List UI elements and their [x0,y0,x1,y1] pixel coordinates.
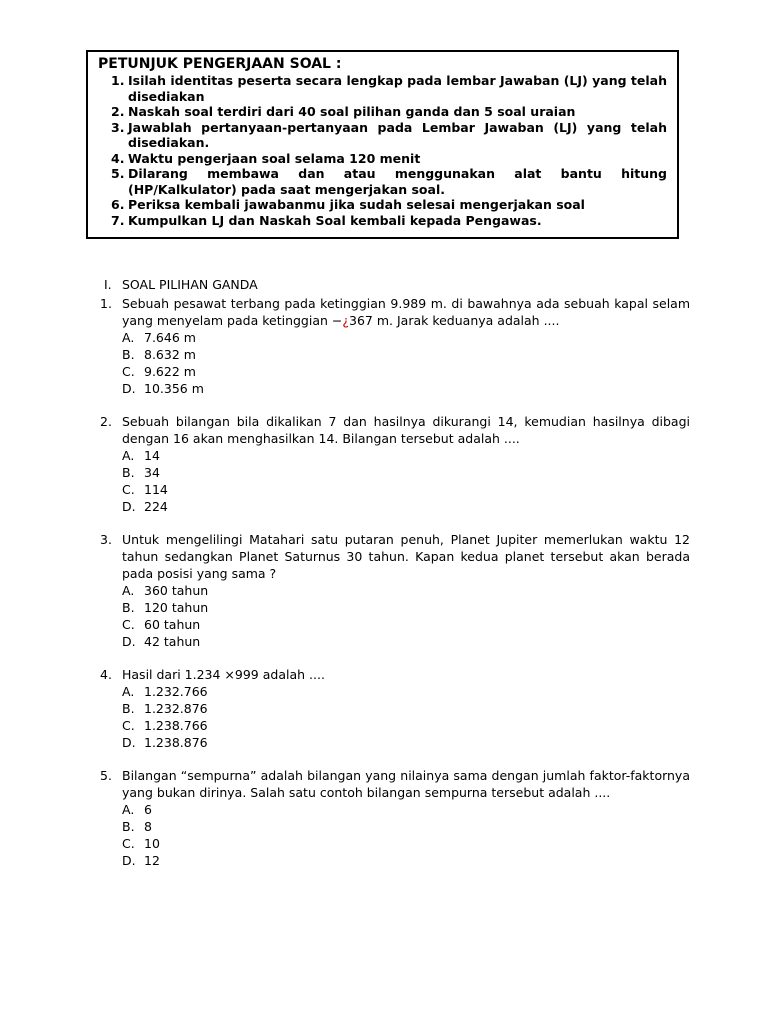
instruction-item [98,166,667,197]
options-list [122,329,690,397]
instruction-text: Periksa kembali jawabanmu jika sudah selesai mengerjakan soal [128,197,585,212]
option-d[interactable] [122,380,690,397]
option-letter: B. [122,465,135,480]
option-letter: D. [122,499,136,514]
question-text: Untuk mengelilingi Matahari satu putaran penuh, Planet Jupiter memerlukan waktu 12 tahun sedangkan Planet Saturnus 30 tahun. Kapan kedua planet tersebut akan berada pada posisi yang sama ? [122,532,690,581]
option-b[interactable] [122,700,690,717]
instruction-item [98,213,667,229]
instruction-item [98,120,667,151]
option-text: 10 [144,836,160,851]
instruction-item [98,151,667,167]
instruction-text: Waktu pengerjaan soal selama 120 menit [128,150,421,166]
question-number: 4. [100,667,112,682]
instruction-item [98,104,667,120]
option-b[interactable] [122,346,690,363]
option-text: 1.232.766 [144,684,208,699]
option-text: 224 [144,499,168,514]
option-b[interactable] [122,464,690,481]
option-letter: A. [122,330,135,345]
instruction-number: 2. [111,104,125,119]
option-text: 1.238.766 [144,718,208,733]
option-letter: C. [122,482,135,497]
instruction-number: 5. [111,166,125,181]
question-text: Bilangan “sempurna” adalah bilangan yang nilainya sama dengan jumlah faktor-faktornya yang bukan dirinya. Salah satu contoh bilangan sempurna tersebut adalah .... [122,768,690,800]
options-list [122,683,690,751]
option-letter: B. [122,701,135,716]
option-text: 14 [144,448,160,463]
option-letter: C. [122,718,135,733]
options-list [122,582,690,650]
option-d[interactable] [122,852,690,869]
option-a[interactable] [122,447,690,464]
option-c[interactable] [122,363,690,380]
option-letter: D. [122,853,136,868]
option-d[interactable] [122,633,690,650]
instruction-text: Dilarang membawa dan atau menggunakan alat bantu hitung (HP/Kalkulator) pada saat mengerjakan soal. [128,166,667,197]
option-letter: D. [122,381,136,396]
instruction-number: 1. [111,73,125,88]
question-number: 1. [100,296,112,311]
instruction-number: 4. [111,150,125,166]
option-letter: B. [122,347,135,362]
option-text: 6 [144,802,152,817]
option-text: 42 tahun [144,634,201,649]
option-c[interactable] [122,616,690,633]
question-1 [100,295,690,397]
instruction-text: Naskah soal terdiri dari 40 soal pilihan ganda dan 5 soal uraian [128,104,576,119]
option-text: 7.646 m [144,330,196,345]
option-text: 34 [144,465,160,480]
option-text: 9.622 m [144,364,196,379]
instruction-text: Isilah identitas peserta secara lengkap pada lembar Jawaban (LJ) yang telah disediakan [128,73,667,104]
option-letter: D. [122,735,136,750]
options-list [122,447,690,515]
question-number: 3. [100,532,112,547]
option-letter: A. [122,583,135,598]
option-text: 114 [144,482,168,497]
option-letter: B. [122,819,135,834]
instruction-item [98,73,667,104]
instructions-box [86,50,679,239]
option-text: 8 [144,819,152,834]
option-d[interactable] [122,734,690,751]
option-c[interactable] [122,481,690,498]
instruction-number: 3. [111,119,125,135]
option-letter: B. [122,600,135,615]
option-text: 360 tahun [144,583,209,598]
question-text-symbol: ¿ [342,313,350,328]
option-text: 1.238.876 [144,735,208,750]
question-text-part: 367 m. Jarak keduanya adalah .... [349,313,560,328]
instruction-text: Kumpulkan LJ dan Naskah Soal kembali kepada Pengawas. [128,212,542,228]
option-letter: A. [122,448,135,463]
option-letter: D. [122,634,136,649]
option-a[interactable] [122,801,690,818]
section-title: SOAL PILIHAN GANDA [122,277,258,292]
option-a[interactable] [122,582,690,599]
option-text: 10.356 m [144,381,204,396]
question-text-part: Sebuah pesawat terbang pada ketinggian 9.989 m. di bawahnya ada sebuah kapal selam yang menyelam pada ketinggian − [122,296,690,328]
question-number: 2. [100,414,112,429]
option-b[interactable] [122,599,690,616]
section-heading [104,276,258,293]
question-text: Hasil dari 1.234 ×999 adalah .... [122,667,325,682]
option-text: 60 tahun [144,617,201,632]
option-c[interactable] [122,717,690,734]
question-number: 5. [100,768,112,783]
options-list [122,801,690,869]
option-text: 1.232.876 [144,701,208,716]
option-a[interactable] [122,683,690,700]
option-letter: C. [122,836,135,851]
option-text: 12 [144,853,160,868]
instructions-title: PETUNJUK PENGERJAAN SOAL : [98,56,342,72]
question-2 [100,413,690,515]
instruction-text: Jawablah pertanyaan-pertanyaan pada Lembar Jawaban (LJ) yang telah disediakan. [128,119,667,150]
option-d[interactable] [122,498,690,515]
question-5 [100,767,690,869]
question-text: Sebuah bilangan bila dikalikan 7 dan hasilnya dikurangi 14, kemudian hasilnya dibagi dengan 16 akan menghasilkan 14. Bilangan tersebut adalah .... [122,414,690,446]
option-letter: C. [122,617,135,632]
option-c[interactable] [122,835,690,852]
question-4 [100,666,690,751]
option-letter: A. [122,802,135,817]
instruction-number: 7. [111,212,125,228]
instruction-number: 6. [111,197,125,212]
option-text: 120 tahun [144,600,209,615]
option-b[interactable] [122,818,690,835]
option-letter: C. [122,364,135,379]
instructions-list [98,73,667,228]
instruction-item [98,197,667,213]
question-text [122,295,690,329]
option-a[interactable] [122,329,690,346]
section-number: I. [104,277,112,292]
option-text: 8.632 m [144,347,196,362]
question-3 [100,531,690,650]
option-letter: A. [122,684,135,699]
